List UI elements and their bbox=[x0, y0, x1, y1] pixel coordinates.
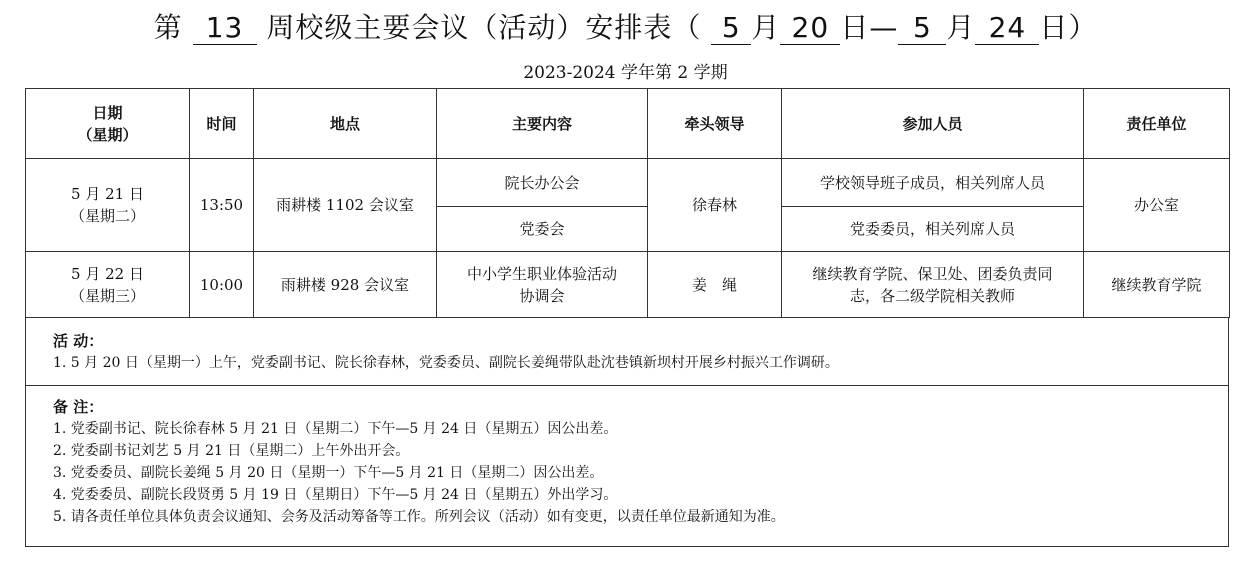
week-number: 13 bbox=[193, 12, 257, 45]
list-item: 1. 党委副书记、院长徐春林 5 月 21 日（星期二）下午—5 月 24 日（星期五）因公出差。 bbox=[53, 421, 618, 437]
row2-participants: 继续教育学院、保卫处、团委负责同 志，各二级学院相关教师 bbox=[782, 252, 1084, 318]
start-month-label: 月 bbox=[751, 11, 781, 44]
header-time: 时间 bbox=[190, 89, 254, 159]
row1-participants-a: 学校领导班子成员，相关列席人员 bbox=[782, 159, 1084, 207]
list-item: 1. 5 月 20 日（星期一）上午，党委副书记、院长徐春林，党委委员、副院长姜绳带队赴沈巷镇新坝村开展乡村振兴工作调研。 bbox=[53, 355, 839, 371]
row1-time: 13:50 bbox=[190, 159, 254, 252]
header-participants: 参加人员 bbox=[782, 89, 1084, 159]
schedule-table bbox=[25, 88, 1230, 318]
row1-leader: 徐春林 bbox=[648, 159, 782, 252]
end-month: 5 bbox=[898, 12, 946, 45]
list-item: 5. 请各责任单位具体负责会议通知、会务及活动筹备等工作。所列会议（活动）如有变更，以责任单位最新通知为准。 bbox=[53, 509, 785, 525]
table-row bbox=[26, 159, 1230, 207]
title-middle: 周校级主要会议（活动）安排表（ bbox=[266, 11, 702, 44]
page-title bbox=[0, 6, 1251, 46]
remarks-heading: 备 注： bbox=[53, 398, 104, 416]
row2-content: 中小学生职业体验活动 协调会 bbox=[437, 252, 648, 318]
notes-panel bbox=[25, 318, 1229, 547]
header-date: 日期 （星期） bbox=[26, 89, 190, 159]
row1-unit: 办公室 bbox=[1084, 159, 1230, 252]
remarks-section bbox=[26, 386, 1228, 528]
activities-section bbox=[26, 318, 1228, 386]
row2-unit: 继续教育学院 bbox=[1084, 252, 1230, 318]
semester-subtitle: 2023-2024 学年第 2 学期 bbox=[523, 63, 728, 83]
list-item: 4. 党委委员、副院长段贤勇 5 月 19 日（星期日）下午—5 月 24 日（星期五）外出学习。 bbox=[53, 487, 618, 503]
end-day: 24 bbox=[975, 12, 1039, 45]
row1-content-b: 党委会 bbox=[437, 207, 648, 252]
end-month-label: 月 bbox=[946, 11, 976, 44]
row1-content-a: 院长办公会 bbox=[437, 159, 648, 207]
header-content: 主要内容 bbox=[437, 89, 648, 159]
row2-location: 雨耕楼 928 会议室 bbox=[254, 252, 437, 318]
row2-time: 10:00 bbox=[190, 252, 254, 318]
title-end: 日） bbox=[1039, 11, 1098, 44]
title-prefix: 第 bbox=[153, 11, 183, 44]
list-item: 2. 党委副书记刘艺 5 月 21 日（星期二）上午外出开会。 bbox=[53, 443, 410, 459]
row1-location: 雨耕楼 1102 会议室 bbox=[254, 159, 437, 252]
activities-heading: 活 动： bbox=[53, 332, 104, 350]
day-dash: 日— bbox=[840, 11, 899, 44]
start-month: 5 bbox=[711, 12, 751, 45]
start-day: 20 bbox=[780, 12, 840, 45]
list-item: 3. 党委委员、副院长姜绳 5 月 20 日（星期一）下午—5 月 21 日（星期二）因公出差。 bbox=[53, 465, 604, 481]
row2-date: 5 月 22 日 （星期三） bbox=[26, 252, 190, 318]
header-location: 地点 bbox=[254, 89, 437, 159]
table-header-row bbox=[26, 89, 1230, 159]
row1-date: 5 月 21 日 （星期二） bbox=[26, 159, 190, 252]
header-unit: 责任单位 bbox=[1084, 89, 1230, 159]
row1-participants-b: 党委委员，相关列席人员 bbox=[782, 207, 1084, 252]
table-row bbox=[26, 252, 1230, 318]
header-leader: 牵头领导 bbox=[648, 89, 782, 159]
row2-leader: 姜 绳 bbox=[648, 252, 782, 318]
